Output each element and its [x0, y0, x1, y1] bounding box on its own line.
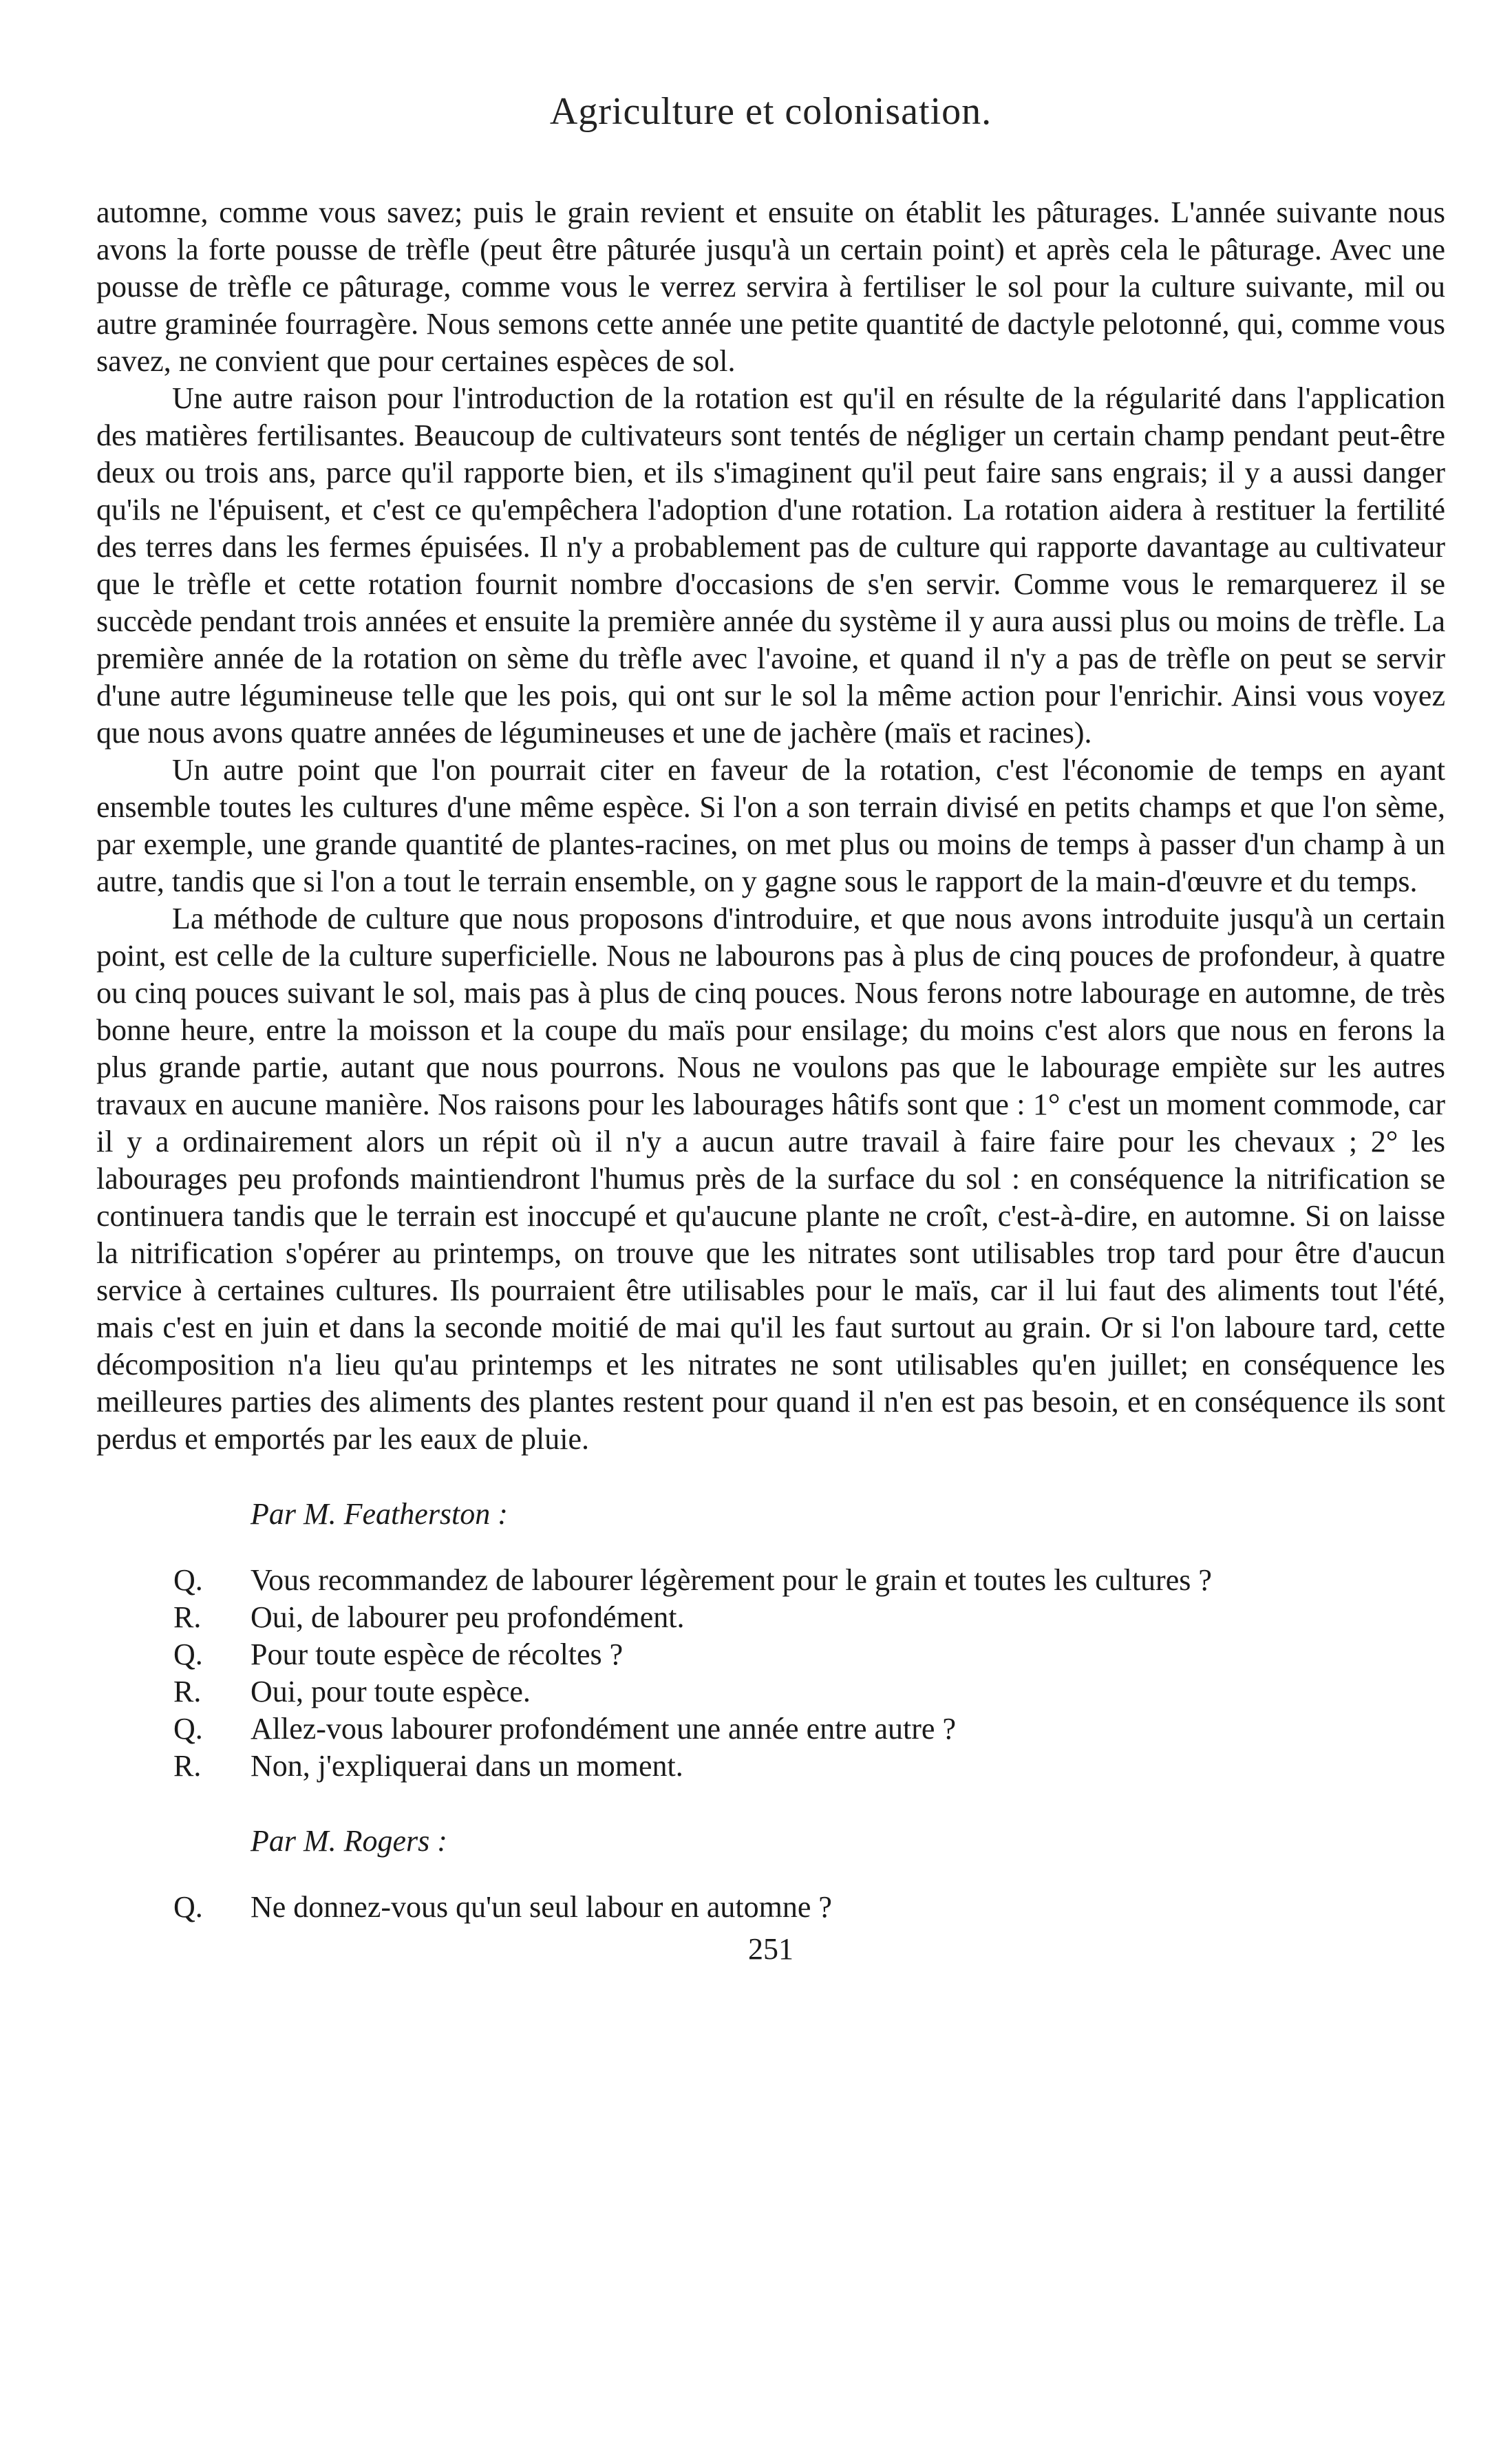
paragraph: Un autre point que l'on pourrait citer en faveur de la rotation, c'est l'économie de temps en ayant ensemble toutes les cultures d'une même espèce. Si l'on a son terrain divisé en petits champs et que l'on sème, par exemple, une grande quantité de plantes-racines, on met plus ou moins de temps à passer d'un champ à un autre, tandis que si l'on a tout le terrain ensemble, on y gagne sous le rapport de la main-d'œuvre et du temps.: [96, 753, 1445, 898]
running-title: Agriculture et colonisation.: [549, 90, 992, 133]
qa-text: Ne donnez-vous qu'un seul labour en automne ?: [251, 1890, 832, 1924]
qa-tag: R.: [173, 1600, 202, 1634]
qa-text: Non, j'expliquerai dans un moment.: [251, 1749, 683, 1783]
qa-line: [96, 1673, 1445, 1710]
qa-line: [96, 1889, 1445, 1926]
document-page: [96, 89, 1445, 1967]
qa-text: Pour toute espèce de récoltes ?: [251, 1637, 624, 1671]
qa-tag: R.: [173, 1749, 202, 1783]
paragraph: Une autre raison pour l'introduction de la rotation est qu'il en résulte de la régularité dans l'application des matières fertilisantes. Beaucoup de cultivateurs sont tentés de négliger un certain champ pendant peut-être deux ou trois ans, parce qu'il rapporte bien, et ils s'imaginent qu'il peut faire sans engrais; il y a aussi danger qu'ils ne l'épuisent, et c'est ce qu'empêchera l'adoption d'une rotation. La rotation aidera à restituer la fertilité des terres dans les fermes épuisées. Il n'y a probablement pas de culture qui rapporte davantage au cultivateur que le trèfle et cette rotation fournit nombre d'occasions de s'en servir. Comme vous le remarquerez il se succède pendant trois années et ensuite la première année du système il y aura aussi plus ou moins de trèfle. La première année de la rotation on sème du trèfle avec l'avoine, et quand il n'y a pas de trèfle on peut se servir d'une autre légumineuse telle que les pois, qui ont sur le sol la même action pour l'enrichir. Ainsi vous voyez que nous avons quatre années de légumineuses et une de jachère (maïs et racines).: [96, 381, 1445, 750]
qa-tag: Q.: [173, 1712, 203, 1746]
body-text: [96, 194, 1445, 1458]
qa-text: Oui, de labourer peu profondément.: [251, 1600, 685, 1634]
speaker-heading-featherston: Par M. Featherston :: [251, 1497, 508, 1531]
qa-tag: Q.: [173, 1563, 203, 1597]
qa-line: [96, 1748, 1445, 1785]
qa-text: Allez-vous labourer profondément une année entre autre ?: [251, 1712, 956, 1746]
qa-text: Vous recommandez de labourer légèrement pour le grain et toutes les cultures ?: [251, 1563, 1212, 1597]
qa-block-featherston: [96, 1562, 1445, 1785]
qa-line: [96, 1599, 1445, 1636]
qa-line: [96, 1636, 1445, 1673]
paragraph: La méthode de culture que nous proposons d'introduire, et que nous avons introduite jusqu'à un certain point, est celle de la culture superficielle. Nous ne labourons pas à plus de cinq pouces de profondeur, à quatre ou cinq pouces suivant le sol, mais pas à plus de cinq pouces. Nous ferons notre labourage en automne, de très bonne heure, entre la moisson et la coupe du maïs pour ensilage; du moins c'est alors que nous en ferons la plus grande partie, autant que nous pourrons. Nous ne voulons pas que le labourage empiète sur les autres travaux en aucune manière. Nos raisons pour les labourages hâtifs sont que : 1° c'est un moment commode, car il y a ordinairement alors un répit où il n'y a aucun autre travail à faire faire pour les chevaux ; 2° les labourages peu profonds maintiendront l'humus près de la surface du sol : en conséquence la nitrification se continuera tandis que le terrain est inoccupé et qu'aucune plante ne croît, c'est-à-dire, en automne. Si on laisse la nitrification s'opérer au printemps, on trouve que les nitrates sont utilisables trop tard pour être d'aucun service à certaines cultures. Ils pourraient être utilisables pour le maïs, car il lui faut des aliments tout l'été, mais c'est en juin et dans la seconde moitié de mai qu'il les faut surtout au grain. Or si l'on laboure tard, cette décomposition n'a lieu qu'au printemps et les nitrates ne sont utilisables qu'en juillet; en conséquence les meilleures parties des aliments des plantes restent pour quand il n'en est pas besoin, et en conséquence ils sont perdus et emportés par les eaux de pluie.: [96, 902, 1445, 1456]
qa-block-rogers: [96, 1889, 1445, 1926]
page-number: 251: [748, 1932, 794, 1966]
speaker-heading-rogers: Par M. Rogers :: [251, 1824, 447, 1858]
qa-tag: Q.: [173, 1637, 203, 1671]
qa-line: [96, 1710, 1445, 1748]
qa-tag: Q.: [173, 1890, 203, 1924]
qa-tag: R.: [173, 1675, 202, 1708]
paragraph: automne, comme vous savez; puis le grain revient et ensuite on établit les pâturages. L'année suivante nous avons la forte pousse de trèfle (peut être pâturée jusqu'à un certain point) et après cela le pâturage. Avec une pousse de trèfle ce pâturage, comme vous le verrez servira à fertiliser le sol pour la culture suivante, mil ou autre graminée fourragère. Nous semons cette année une petite quantité de dactyle pelotonné, qui, comme vous savez, ne convient que pour certaines espèces de sol.: [96, 195, 1445, 378]
qa-text: Oui, pour toute espèce.: [251, 1675, 531, 1708]
qa-line: [96, 1562, 1445, 1599]
